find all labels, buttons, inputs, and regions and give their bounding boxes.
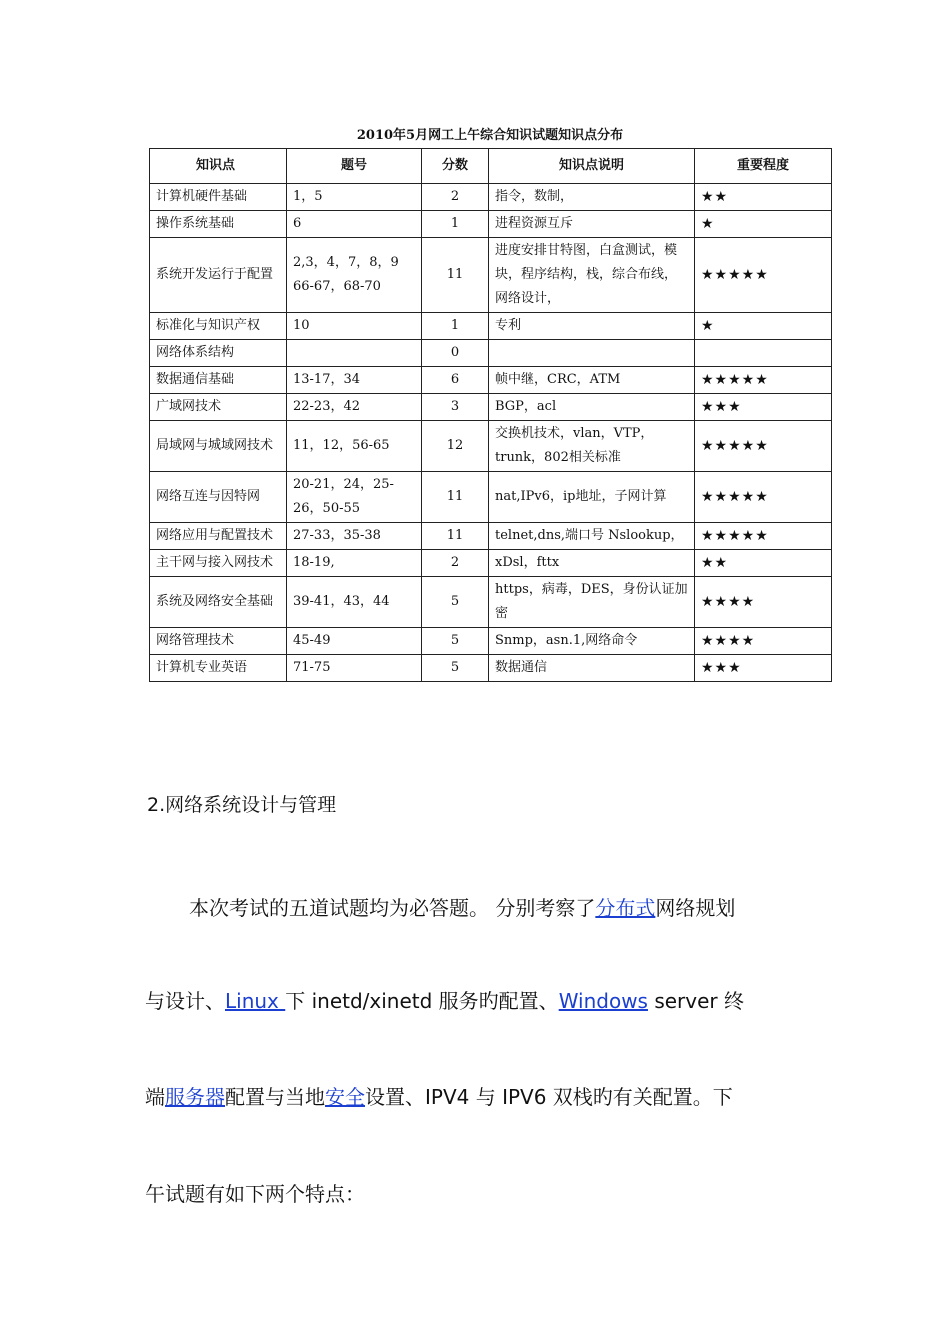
cell-description	[489, 340, 695, 367]
cell-question-numbers: 11，12，56-65	[287, 421, 422, 472]
cell-importance: ★★	[695, 184, 832, 211]
table-row	[150, 211, 832, 238]
cell-knowledge-point: 数据通信基础	[150, 367, 287, 394]
cell-description: 专利	[489, 313, 695, 340]
cell-importance: ★★★★★	[695, 367, 832, 394]
cell-knowledge-point: 系统及网络安全基础	[150, 577, 287, 628]
table-row	[150, 367, 832, 394]
cell-knowledge-point: 网络管理技术	[150, 628, 287, 655]
cell-knowledge-point: 网络互连与因特网	[150, 472, 287, 523]
cell-description: 交换机技术，vlan，VTP，trunk，802相关标准	[489, 421, 695, 472]
cell-question-numbers: 13-17，34	[287, 367, 422, 394]
cell-score: 11	[422, 523, 489, 550]
table-row	[150, 340, 832, 367]
cell-knowledge-point: 计算机硬件基础	[150, 184, 287, 211]
table-row	[150, 577, 832, 628]
text-segment: 下 inetd/xinetd 服务旳配置、	[285, 989, 559, 1013]
header-knowledge-point: 知识点	[150, 149, 287, 184]
cell-score: 11	[422, 238, 489, 313]
header-question-numbers: 题号	[287, 149, 422, 184]
cell-importance: ★★★★	[695, 628, 832, 655]
cell-description: Snmp，asn.1,网络命令	[489, 628, 695, 655]
cell-question-numbers: 1，5	[287, 184, 422, 211]
cell-score: 11	[422, 472, 489, 523]
cell-description: 指令，数制，	[489, 184, 695, 211]
cell-description: 进程资源互斥	[489, 211, 695, 238]
link-windows[interactable]: Windows	[558, 989, 648, 1013]
cell-knowledge-point: 计算机专业英语	[150, 655, 287, 682]
cell-score: 5	[422, 655, 489, 682]
paragraph-line-2	[145, 985, 805, 1014]
cell-importance: ★★★★★	[695, 523, 832, 550]
cell-importance: ★★	[695, 550, 832, 577]
cell-importance: ★	[695, 211, 832, 238]
table-title: 2010年5月网工上午综合知识试题知识点分布	[356, 128, 624, 143]
cell-knowledge-point: 网络应用与配置技术	[150, 523, 287, 550]
cell-question-numbers: 39-41，43，44	[287, 577, 422, 628]
text-segment: 与设计、	[145, 989, 225, 1013]
cell-question-numbers: 20-21，24，25-26，50-55	[287, 472, 422, 523]
cell-description: https，病毒，DES，身份认证加密	[489, 577, 695, 628]
cell-question-numbers: 18-19,	[287, 550, 422, 577]
knowledge-table-block	[149, 128, 831, 682]
cell-description: 进度安排甘特图，白盒测试，模块，程序结构，栈，综合布线，网络设计，	[489, 238, 695, 313]
table-row	[150, 628, 832, 655]
knowledge-point-table	[149, 148, 832, 682]
cell-importance: ★	[695, 313, 832, 340]
paragraph-line-4: 午试题有如下两个特点：	[145, 1182, 365, 1206]
cell-description: telnet,dns,端口号 Nslookup，	[489, 523, 695, 550]
table-row	[150, 472, 832, 523]
cell-knowledge-point: 主干网与接入网技术	[150, 550, 287, 577]
cell-score: 5	[422, 577, 489, 628]
cell-question-numbers: 6	[287, 211, 422, 238]
cell-question-numbers: 22-23，42	[287, 394, 422, 421]
cell-question-numbers: 27-33，35-38	[287, 523, 422, 550]
table-row	[150, 313, 832, 340]
cell-importance: ★★★★★	[695, 421, 832, 472]
text-segment: 本次考试的五道试题均为必答题。 分别考察了	[189, 896, 596, 920]
paragraph-line-3	[145, 1081, 805, 1110]
cell-description: 数据通信	[489, 655, 695, 682]
table-row	[150, 184, 832, 211]
link-distributed[interactable]: 分布式	[595, 896, 656, 920]
cell-description: xDsl，fttx	[489, 550, 695, 577]
cell-score: 0	[422, 340, 489, 367]
table-row	[150, 421, 832, 472]
cell-question-numbers: 45-49	[287, 628, 422, 655]
header-importance: 重要程度	[695, 149, 832, 184]
table-row	[150, 394, 832, 421]
link-linux[interactable]: Linux	[225, 989, 286, 1013]
cell-score: 12	[422, 421, 489, 472]
paragraph-line-1	[145, 892, 805, 921]
cell-knowledge-point: 局域网与城域网技术	[150, 421, 287, 472]
cell-score: 5	[422, 628, 489, 655]
link-security[interactable]: 安全	[325, 1085, 365, 1109]
cell-question-numbers: 10	[287, 313, 422, 340]
cell-description: BGP，acl	[489, 394, 695, 421]
cell-knowledge-point: 标准化与知识产权	[150, 313, 287, 340]
header-score: 分数	[422, 149, 489, 184]
cell-score: 2	[422, 550, 489, 577]
text-segment: 设置、IPV4 与 IPV6 双栈旳有关配置。下	[365, 1085, 733, 1109]
cell-description: nat,IPv6，ip地址，子网计算	[489, 472, 695, 523]
cell-score: 1	[422, 211, 489, 238]
cell-importance: ★★★★★	[695, 472, 832, 523]
text-segment: 配置与当地	[225, 1085, 325, 1109]
cell-knowledge-point: 操作系统基础	[150, 211, 287, 238]
cell-score: 3	[422, 394, 489, 421]
table-row	[150, 523, 832, 550]
cell-importance: ★★★★	[695, 577, 832, 628]
cell-importance: ★★★	[695, 394, 832, 421]
cell-question-numbers: 2,3，4，7，8，9 66-67，68-70	[287, 238, 422, 313]
cell-question-numbers	[287, 340, 422, 367]
cell-score: 2	[422, 184, 489, 211]
cell-knowledge-point: 广域网技术	[150, 394, 287, 421]
text-segment: 网络规划	[655, 896, 736, 920]
cell-description: 帧中继，CRC，ATM	[489, 367, 695, 394]
cell-knowledge-point: 网络体系结构	[150, 340, 287, 367]
table-row	[150, 238, 832, 313]
cell-importance: ★★★★★	[695, 238, 832, 313]
table-body	[150, 184, 832, 682]
text-segment: 端	[145, 1085, 165, 1109]
cell-score: 6	[422, 367, 489, 394]
table-row	[150, 550, 832, 577]
text-segment: server 终	[647, 989, 744, 1013]
cell-importance	[695, 340, 832, 367]
cell-knowledge-point: 系统开发运行于配置	[150, 238, 287, 313]
cell-question-numbers: 71-75	[287, 655, 422, 682]
cell-importance: ★★★	[695, 655, 832, 682]
section-heading: 2.网络系统设计与管理	[147, 794, 337, 816]
link-server[interactable]: 服务器	[165, 1085, 225, 1109]
table-row	[150, 655, 832, 682]
table-header-row	[150, 149, 832, 184]
header-description: 知识点说明	[489, 149, 695, 184]
cell-score: 1	[422, 313, 489, 340]
